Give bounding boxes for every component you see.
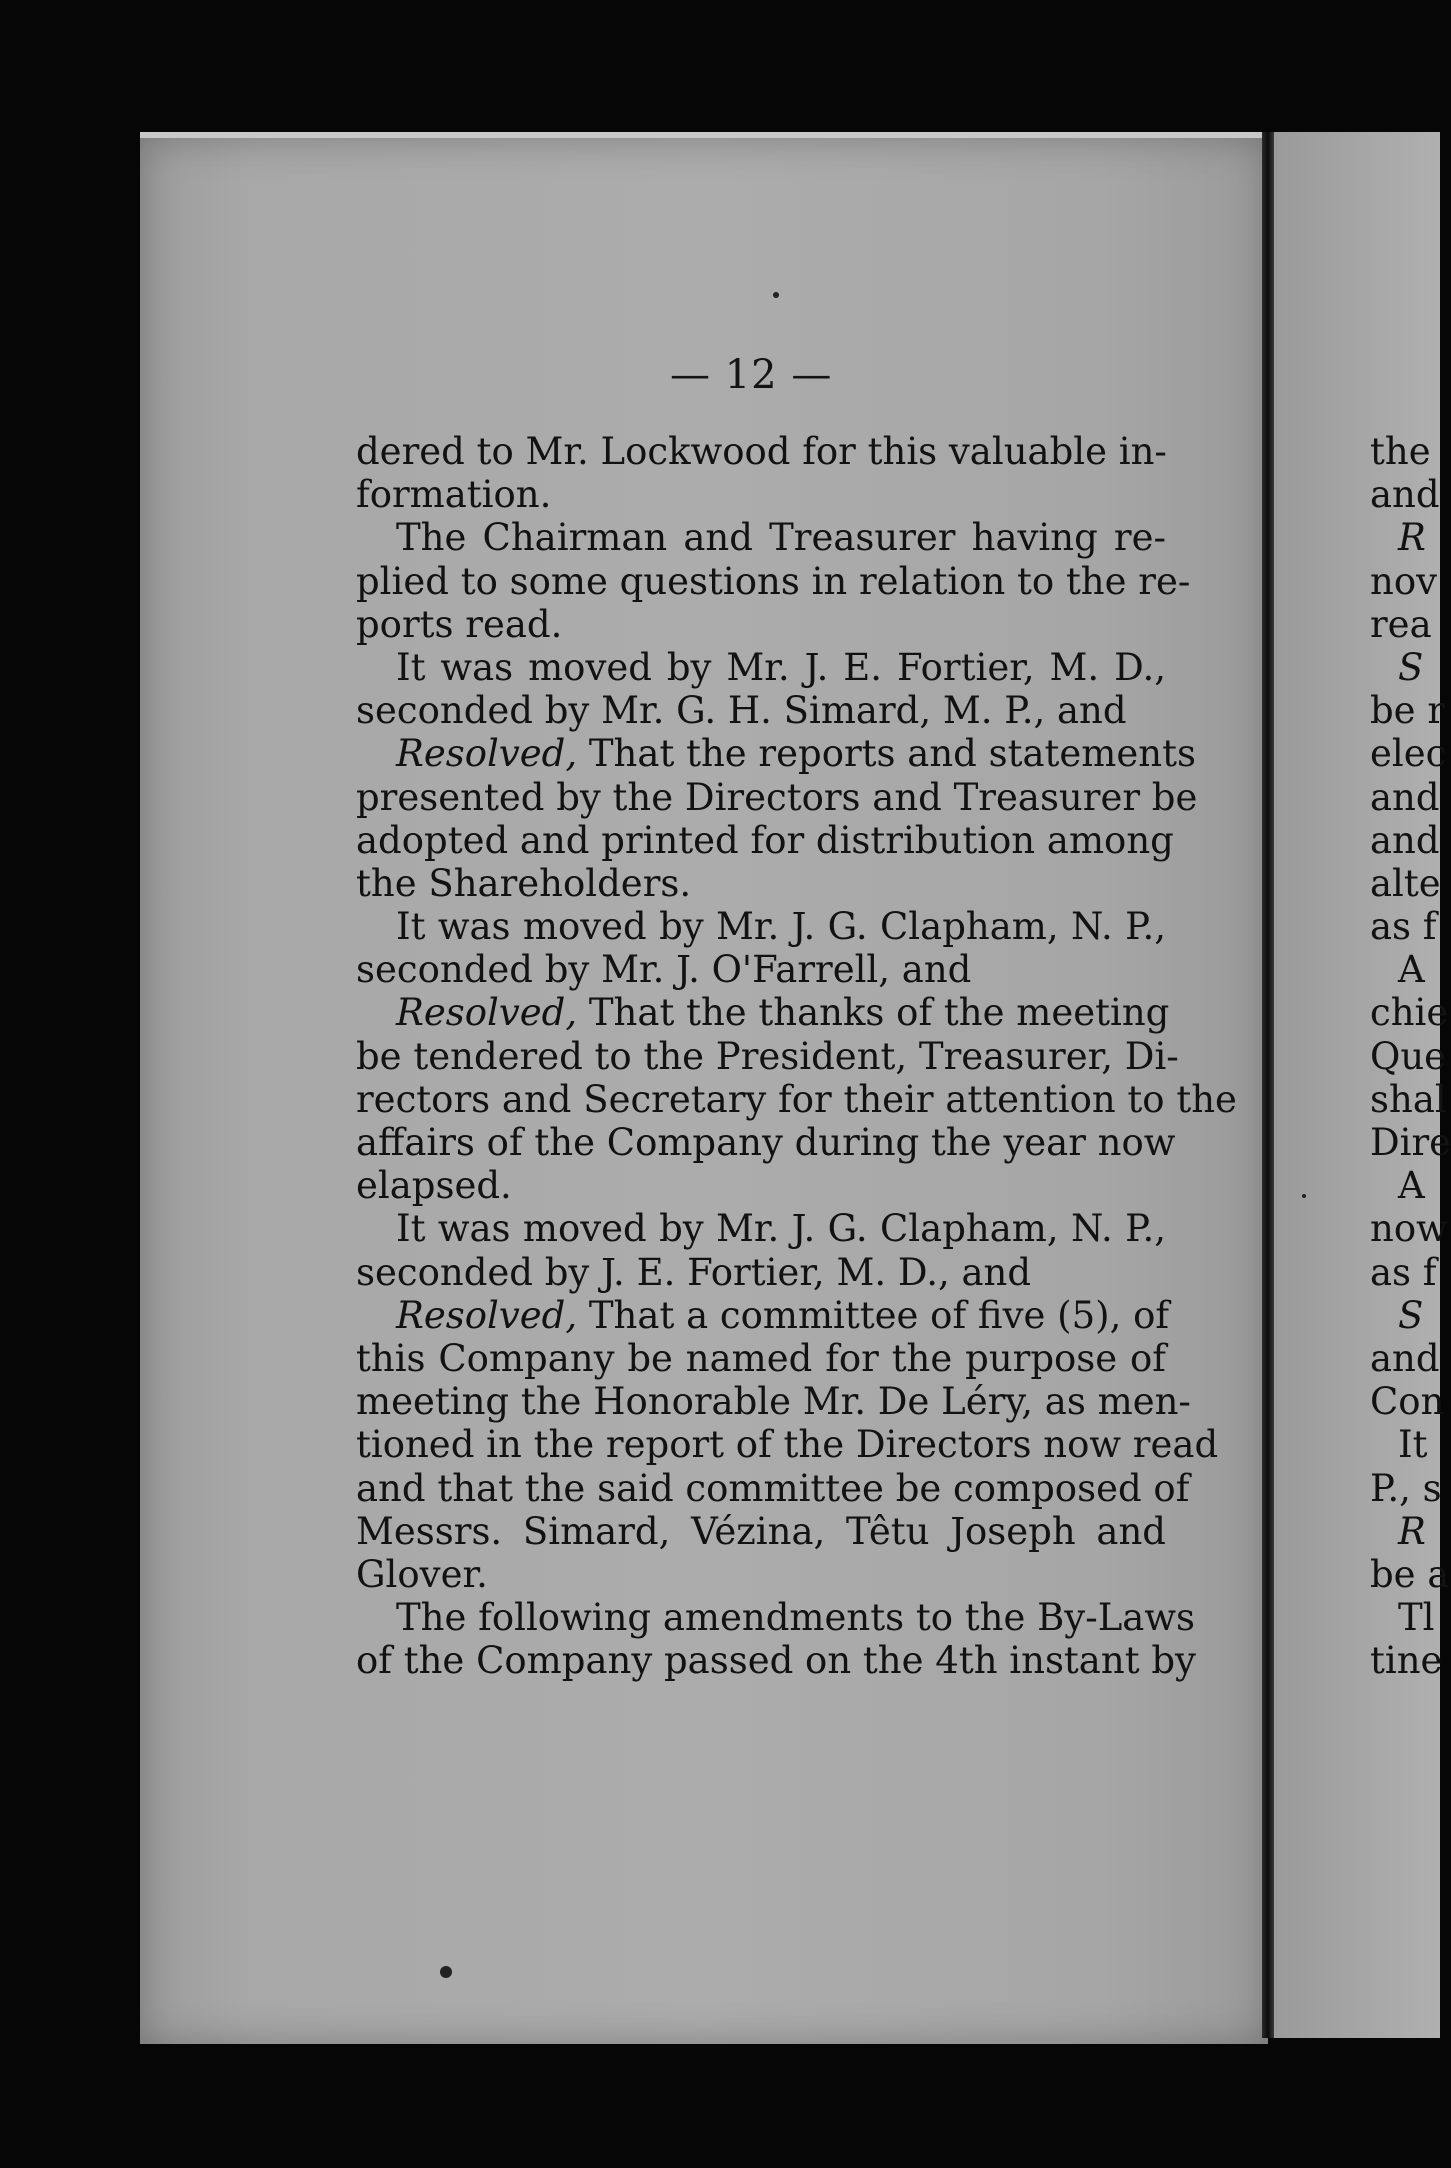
text-line: It was moved by Mr. J. G. Clapham, N. P., <box>396 1207 1166 1251</box>
ink-speck <box>440 1966 452 1978</box>
right-page-text <box>1370 430 1451 1683</box>
text-line: be r <box>1370 689 1446 733</box>
text-line: A <box>1398 948 1425 992</box>
text-line: the <box>1370 430 1431 473</box>
text-line: It <box>1398 1423 1428 1467</box>
resolved-label: Resolved, <box>396 991 578 1035</box>
ink-speck <box>1302 1194 1306 1198</box>
text-line: Messrs. Simard, Vézina, Têtu Joseph and <box>356 1509 1166 1553</box>
text-line: as f <box>1370 905 1437 949</box>
text-line: R <box>1398 1509 1426 1553</box>
text-line: Tl <box>1398 1596 1435 1640</box>
text-line: The Chairman and Treasurer having re- <box>396 516 1166 560</box>
text-line: of the Company passed on the 4th instant by <box>356 1639 1196 1683</box>
body-text <box>356 430 1237 1683</box>
text-line: this Company be named for the purpose of <box>356 1336 1166 1380</box>
text-fragment: That a committee of five (5), of <box>588 1293 1170 1337</box>
text-line: and <box>1370 775 1440 819</box>
text-line: elapsed. <box>356 1164 512 1208</box>
resolved-line <box>356 1293 1170 1337</box>
text-line: S <box>1398 1293 1424 1337</box>
text-line: It was moved by Mr. J. E. Fortier, M. D., <box>396 645 1166 689</box>
text-line: now <box>1370 1207 1448 1251</box>
resolved-line <box>356 732 1196 776</box>
text-line: shal <box>1370 1077 1447 1121</box>
text-line: adopted and printed for distribution among <box>356 818 1174 862</box>
text-line: S <box>1398 645 1424 689</box>
text-line: tine <box>1370 1639 1443 1683</box>
text-line: rea <box>1370 602 1432 646</box>
text-line: the Shareholders. <box>356 861 692 905</box>
text-line: seconded by J. E. Fortier, M. D., and <box>356 1250 1032 1294</box>
resolved-label: Resolved, <box>396 1293 578 1337</box>
text-line: as f <box>1370 1250 1437 1294</box>
text-line: presented by the Directors and Treasurer be <box>356 775 1198 819</box>
text-line: dered to Mr. Lockwood for this valuable in- <box>356 430 1167 473</box>
text-line: R <box>1398 516 1426 560</box>
ink-speck <box>773 292 779 298</box>
text-line: It was moved by Mr. J. G. Clapham, N. P., <box>396 905 1166 949</box>
text-line: ports read. <box>356 602 563 646</box>
text-line: Glover. <box>356 1552 488 1596</box>
text-line: nov <box>1370 559 1438 603</box>
text-line: be tendered to the President, Treasurer, Di- <box>356 1034 1179 1078</box>
text-line: be a <box>1370 1552 1450 1596</box>
text-line: Dire <box>1370 1121 1451 1164</box>
text-fragment: That the reports and statements <box>588 732 1196 776</box>
page-number: — 12 — <box>670 352 833 398</box>
text-line: seconded by Mr. J. O'Farrell, and <box>356 948 972 992</box>
text-line: chie <box>1370 991 1449 1035</box>
text-line: rectors and Secretary for their attention to the <box>356 1077 1237 1121</box>
text-fragment: That the thanks of the meeting <box>588 991 1170 1035</box>
text-line: Con <box>1370 1380 1445 1424</box>
text-line: and <box>1370 473 1440 517</box>
text-line: and <box>1370 818 1440 862</box>
text-line: and that the said committee be composed of <box>356 1466 1190 1510</box>
text-line: The following amendments to the By-Laws <box>396 1596 1195 1640</box>
text-line: affairs of the Company during the year now <box>356 1121 1176 1164</box>
text-line: A <box>1398 1164 1425 1208</box>
resolved-line <box>356 991 1170 1035</box>
text-line: elec <box>1370 732 1447 776</box>
text-line: Que <box>1370 1034 1447 1078</box>
text-line: plied to some questions in relation to the re- <box>356 559 1191 603</box>
text-line: P., s <box>1370 1466 1442 1510</box>
text-line: and <box>1370 1336 1440 1380</box>
text-line: alte <box>1370 861 1441 905</box>
text-line: tioned in the report of the Directors now read <box>356 1423 1219 1467</box>
book-gutter <box>1262 132 1274 2038</box>
resolved-label: Resolved, <box>396 732 578 776</box>
text-line: meeting the Honorable Mr. De Léry, as men- <box>356 1380 1191 1424</box>
text-line: seconded by Mr. G. H. Simard, M. P., and <box>356 689 1127 733</box>
text-line: formation. <box>356 473 552 517</box>
